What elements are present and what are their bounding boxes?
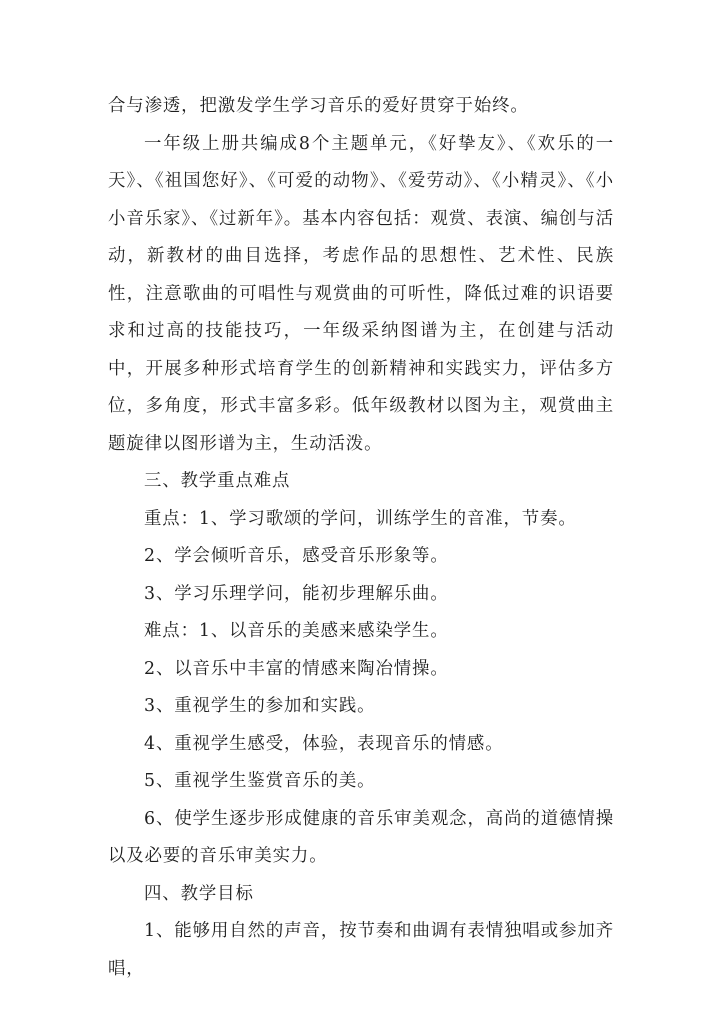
difficulty-6: 6、使学生逐步形成健康的音乐审美观念，高尚的道德情操以及必要的音乐审美实力。 bbox=[108, 808, 614, 866]
difficulty-1: 难点：1、以音乐的美感来感染学生。 bbox=[144, 621, 449, 641]
key-point-2: 2、学会倾听音乐，感受音乐形象等。 bbox=[144, 546, 449, 566]
difficulty-3: 3、重视学生的参加和实践。 bbox=[144, 696, 376, 716]
goal-1: 1、能够用自然的声音，按节奏和曲调有表情独唱或参加齐唱， bbox=[108, 921, 614, 979]
paragraph-continuation: 合与渗透，把激发学生学习音乐的爱好贯穿于始终。 bbox=[108, 96, 529, 116]
key-point-3: 3、学习乐理学问，能初步理解乐曲。 bbox=[144, 583, 449, 604]
paragraph-textbook-overview: 一年级上册共编成8个主题单元，《好挚友》、《欢乐的一天》、《祖国您好》、《可爱的动物》、《爱劳动》、《小精灵》、《小小音乐家》、《过新年》。基本内容包括：观赏、表演、编创与活动，新教材的曲目选择，考虑作品的思想性、艺术性、民族性，注意歌曲的可唱性与观赏曲的可听性，降低过难的识语要求和过高的技能技巧，一年级采纳图谱为主，在创建与活动中，开展多种形式培育学生的创新精神和实践实力，评估多方位，多角度，形式丰富多彩。低年级教材以图为主，观赏曲主题旋律以图形谱为主，生动活泼。 bbox=[108, 133, 614, 454]
section-heading-key-points: 三、教学重点难点 bbox=[144, 471, 291, 491]
difficulty-4: 4、重视学生感受，体验，表现音乐的情感。 bbox=[144, 733, 504, 754]
key-point-1: 重点：1、学习歌颂的学问，训练学生的音准，节奏。 bbox=[144, 508, 577, 529]
difficulty-2: 2、以音乐中丰富的情感来陶冶情操。 bbox=[144, 658, 449, 679]
document-body bbox=[108, 88, 614, 988]
section-heading-teaching-goals: 四、教学目标 bbox=[144, 883, 254, 904]
difficulty-5: 5、重视学生鉴赏音乐的美。 bbox=[144, 771, 376, 791]
